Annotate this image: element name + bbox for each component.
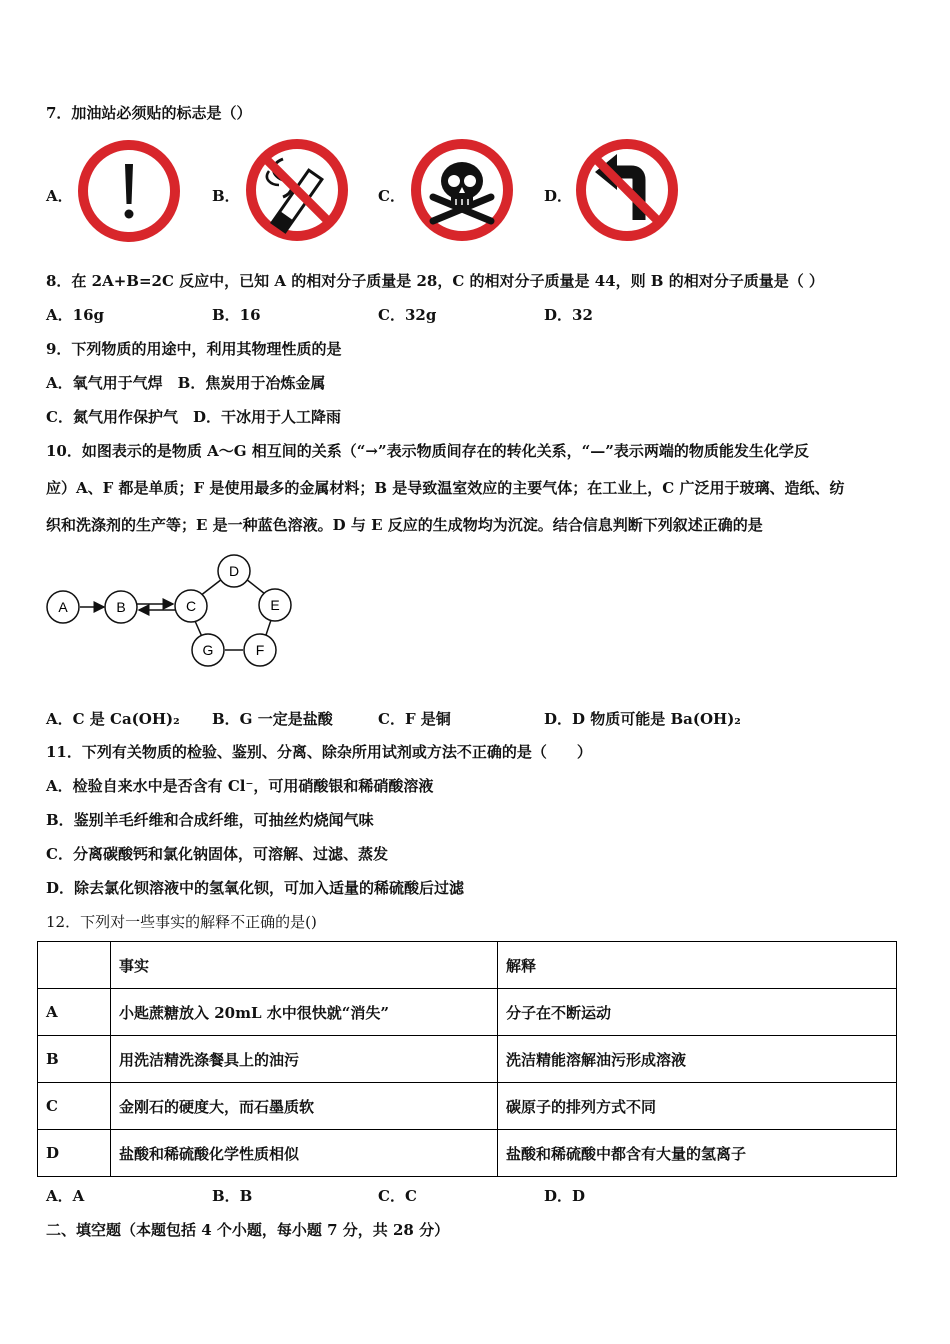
q10-option-c: C．F 是铜: [378, 710, 451, 728]
q10-option-a: A．C 是 Ca(OH)₂: [46, 710, 180, 728]
q9-stem: 9．下列物质的用途中，利用其物理性质的是: [46, 340, 342, 358]
table-header-cell: 解释: [498, 942, 897, 989]
q7-option-d-label: D．: [544, 187, 573, 205]
table-row: [38, 989, 897, 1036]
table-header-cell: 事实: [111, 942, 498, 989]
table-header-cell: [38, 942, 111, 989]
table-row: [38, 1130, 897, 1177]
diagram-node-c: [175, 590, 207, 622]
table-cell: 用洗洁精洗涤餐具上的油污: [111, 1036, 498, 1083]
q11-stem: 11．下列有关物质的检验、鉴别、分离、除杂所用试剂或方法不正确的是（ ）: [46, 743, 592, 761]
table-header-row: [38, 942, 897, 989]
diagram-node-a: [47, 591, 79, 623]
table-cell: 分子在不断运动: [498, 989, 897, 1036]
svg-text:F: F: [255, 642, 265, 658]
diagram-node-f: [244, 634, 276, 666]
poison-skull-sign-icon: [409, 137, 515, 243]
no-left-turn-sign-icon: [573, 136, 681, 244]
table-cell: 金刚石的硬度大，而石墨质软: [111, 1083, 498, 1130]
q11-option-a: A．检验自来水中是否含有 Cl⁻，可用硝酸银和稀硝酸溶液: [46, 777, 434, 795]
table-cell: D: [38, 1130, 111, 1177]
table-row: [38, 1036, 897, 1083]
q7-option-a-label: A．: [46, 187, 73, 205]
table-cell: 小匙蔗糖放入 20mL 水中很快就“消失”: [111, 989, 498, 1036]
q8-stem: 8．在 2A+B=2C 反应中，已知 A 的相对分子质量是 28，C 的相对分子质量是 44，则 B 的相对分子质量是（ ）: [46, 272, 824, 290]
q10-stem-line1: 10．如图表示的是物质 A～G 相互间的关系（“→”表示物质间存在的转化关系，“—”表示两端的物质能发生化学反: [46, 442, 809, 460]
q7-stem: 7．加油站必须贴的标志是（）: [46, 104, 252, 122]
edge-c-d: [200, 579, 222, 596]
q9-options-row2: C．氮气用作保护气 D．干冰用于人工降雨: [46, 408, 341, 426]
table-cell: 洗洁精能溶解油污形成溶液: [498, 1036, 897, 1083]
svg-text:B: B: [116, 599, 126, 615]
q7-option-c-label: C．: [378, 187, 405, 205]
q10-stem-line3: 织和洗涤剂的生产等；E 是一种蓝色溶液。D 与 E 反应的生成物均为沉淀。结合信息判断下列叙述正确的是: [46, 516, 763, 534]
q8-option-a: A．16g: [46, 306, 105, 324]
no-smoking-sign-icon: [243, 135, 351, 245]
edge-d-e: [246, 579, 265, 594]
table-cell: C: [38, 1083, 111, 1130]
q7-option-b-label: B．: [212, 187, 240, 205]
q12-option-d: D．D: [544, 1187, 586, 1205]
q10-relation-diagram: [40, 552, 310, 672]
q10-stem-line2: 应）A、F 都是单质；F 是使用最多的金属材料；B 是导致温室效应的主要气体；在工业上，C 广泛用于玻璃、造纸、纺: [46, 479, 845, 497]
exclamation-warning-sign-icon: [76, 138, 182, 244]
q12-option-c: C．C: [378, 1187, 417, 1205]
q8-option-d: D．32: [544, 306, 593, 324]
q11-option-c: C．分离碳酸钙和氯化钠固体，可溶解、过滤、蒸发: [46, 845, 388, 863]
diagram-node-e: [259, 589, 291, 621]
table-cell: A: [38, 989, 111, 1036]
q11-option-b: B．鉴别羊毛纤维和合成纤维，可抽丝灼烧闻气味: [46, 811, 374, 829]
svg-text:C: C: [185, 598, 197, 614]
svg-text:A: A: [58, 599, 68, 615]
diagram-node-b: [105, 591, 137, 623]
q12-option-a: A．A: [46, 1187, 85, 1205]
q12-option-b: B．B: [212, 1187, 253, 1205]
q10-option-d: D．D 物质可能是 Ba(OH)₂: [544, 710, 741, 728]
table-cell: 盐酸和稀硫酸化学性质相似: [111, 1130, 498, 1177]
diagram-node-d: [218, 555, 250, 587]
svg-text:G: G: [202, 642, 214, 658]
section-2-heading: 二、填空题（本题包括 4 个小题，每小题 7 分，共 28 分）: [46, 1221, 450, 1239]
q11-option-d: D．除去氯化钡溶液中的氢氧化钡，可加入适量的稀硫酸后过滤: [46, 879, 465, 897]
q8-option-c: C．32g: [378, 306, 437, 324]
table-cell: 碳原子的排列方式不同: [498, 1083, 897, 1130]
q8-option-b: B．16: [212, 306, 261, 324]
svg-text:D: D: [228, 563, 240, 579]
q12-stem: 12．下列对一些事实的解释不正确的是(): [46, 913, 317, 931]
table-row: [38, 1083, 897, 1130]
q9-options-row1: A．氧气用于气焊 B．焦炭用于冶炼金属: [46, 374, 326, 392]
q12-facts-table: [37, 941, 897, 1177]
svg-text:E: E: [270, 597, 280, 613]
table-cell: B: [38, 1036, 111, 1083]
diagram-node-g: [192, 634, 224, 666]
table-cell: 盐酸和稀硫酸中都含有大量的氢离子: [498, 1130, 897, 1177]
q10-option-b: B．G 一定是盐酸: [212, 710, 333, 728]
